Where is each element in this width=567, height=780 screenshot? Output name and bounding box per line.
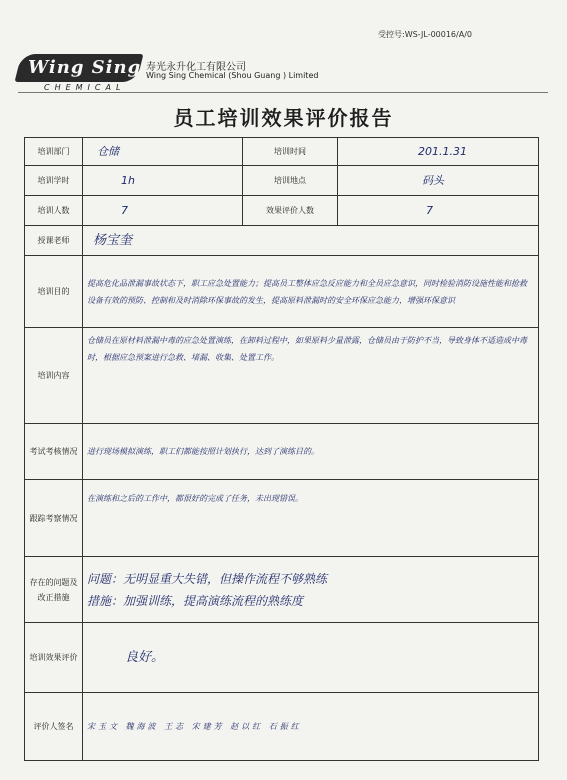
count-label: 培训人数 (25, 196, 83, 226)
company-name-en: Wing Sing Chemical (Shou Guang ) Limited (146, 71, 319, 80)
effect-label: 培训效果评价 (25, 623, 83, 693)
place-value: 码头 (338, 166, 539, 196)
dept-value: 仓储 (83, 138, 243, 166)
row-exam (25, 424, 539, 480)
content-label: 培训内容 (25, 328, 83, 424)
purpose-value: 提高危化品泄漏事故状态下，职工应急处置能力；提高员工整体应急反应能力和全员应急意识，同时检验消防设施性能和抢救设备有效的预防、控制和及时消除环保事故的发生，提高原料泄漏时的安全环保应急能力，增强环保意识 (83, 256, 539, 328)
header-divider (18, 92, 548, 93)
dept-label: 培训部门 (25, 138, 83, 166)
row-effect (25, 623, 539, 693)
logo-subtitle: CHEMICAL (44, 83, 126, 92)
row-dept-time (25, 138, 539, 166)
row-purpose (25, 256, 539, 328)
form-control-number: 受控号:WS-JL-00016/A/0 (378, 30, 472, 39)
teacher-label: 授课老师 (25, 226, 83, 256)
eval-count-value: 7 (338, 196, 539, 226)
row-teacher (25, 226, 539, 256)
purpose-label: 培训目的 (25, 256, 83, 328)
row-hours-place (25, 166, 539, 196)
issues-measure: 措施：加强训练，提高演练流程的熟练度 (87, 593, 304, 608)
page-title: 员工培训效果评价报告 (173, 106, 394, 130)
time-label: 培训时间 (243, 138, 338, 166)
row-issues (25, 557, 539, 623)
row-count (25, 196, 539, 226)
content-value: 仓储员在原材料泄漏中毒的应急处置演练，在卸料过程中，如果原料少量泄露，仓储员由于防护不当，导致身体不适造成中毒时，根据应急预案进行急救、堵漏、收集、处置工作。 (83, 328, 539, 424)
row-followup (25, 480, 539, 557)
place-label: 培训地点 (243, 166, 338, 196)
issues-label: 存在的问题及改正措施 (25, 557, 83, 623)
row-signature (25, 693, 539, 761)
teacher-value: 杨宝奎 (83, 226, 539, 256)
time-value: 201.1.31 (338, 138, 539, 166)
exam-value: 进行现场模拟演练，职工们都能按照计划执行，达到了演练目的。 (83, 424, 539, 480)
row-content (25, 328, 539, 424)
company-name-cn: 寿光永升化工有限公司 (146, 62, 246, 73)
followup-value: 在演练和之后的工作中，都很好的完成了任务，未出现错误。 (83, 480, 539, 557)
hours-value: 1h (83, 166, 243, 196)
count-value: 7 (83, 196, 243, 226)
issues-problem: 问题：无明显重大失错，但操作流程不够熟练 (87, 571, 328, 586)
exam-label: 考试考核情况 (25, 424, 83, 480)
training-evaluation-form (24, 137, 539, 761)
eval-count-label: 效果评价人数 (243, 196, 338, 226)
sign-label: 评价人签名 (25, 693, 83, 761)
logo-wordmark: Wing Sing (28, 57, 142, 78)
followup-label: 跟踪考察情况 (25, 480, 83, 557)
hours-label: 培训学时 (25, 166, 83, 196)
issues-cell (83, 557, 539, 623)
signatures: 宋玉文 魏海波 王志 宋建芳 赵以红 石振红 (83, 693, 539, 761)
effect-value: 良好。 (83, 623, 539, 693)
